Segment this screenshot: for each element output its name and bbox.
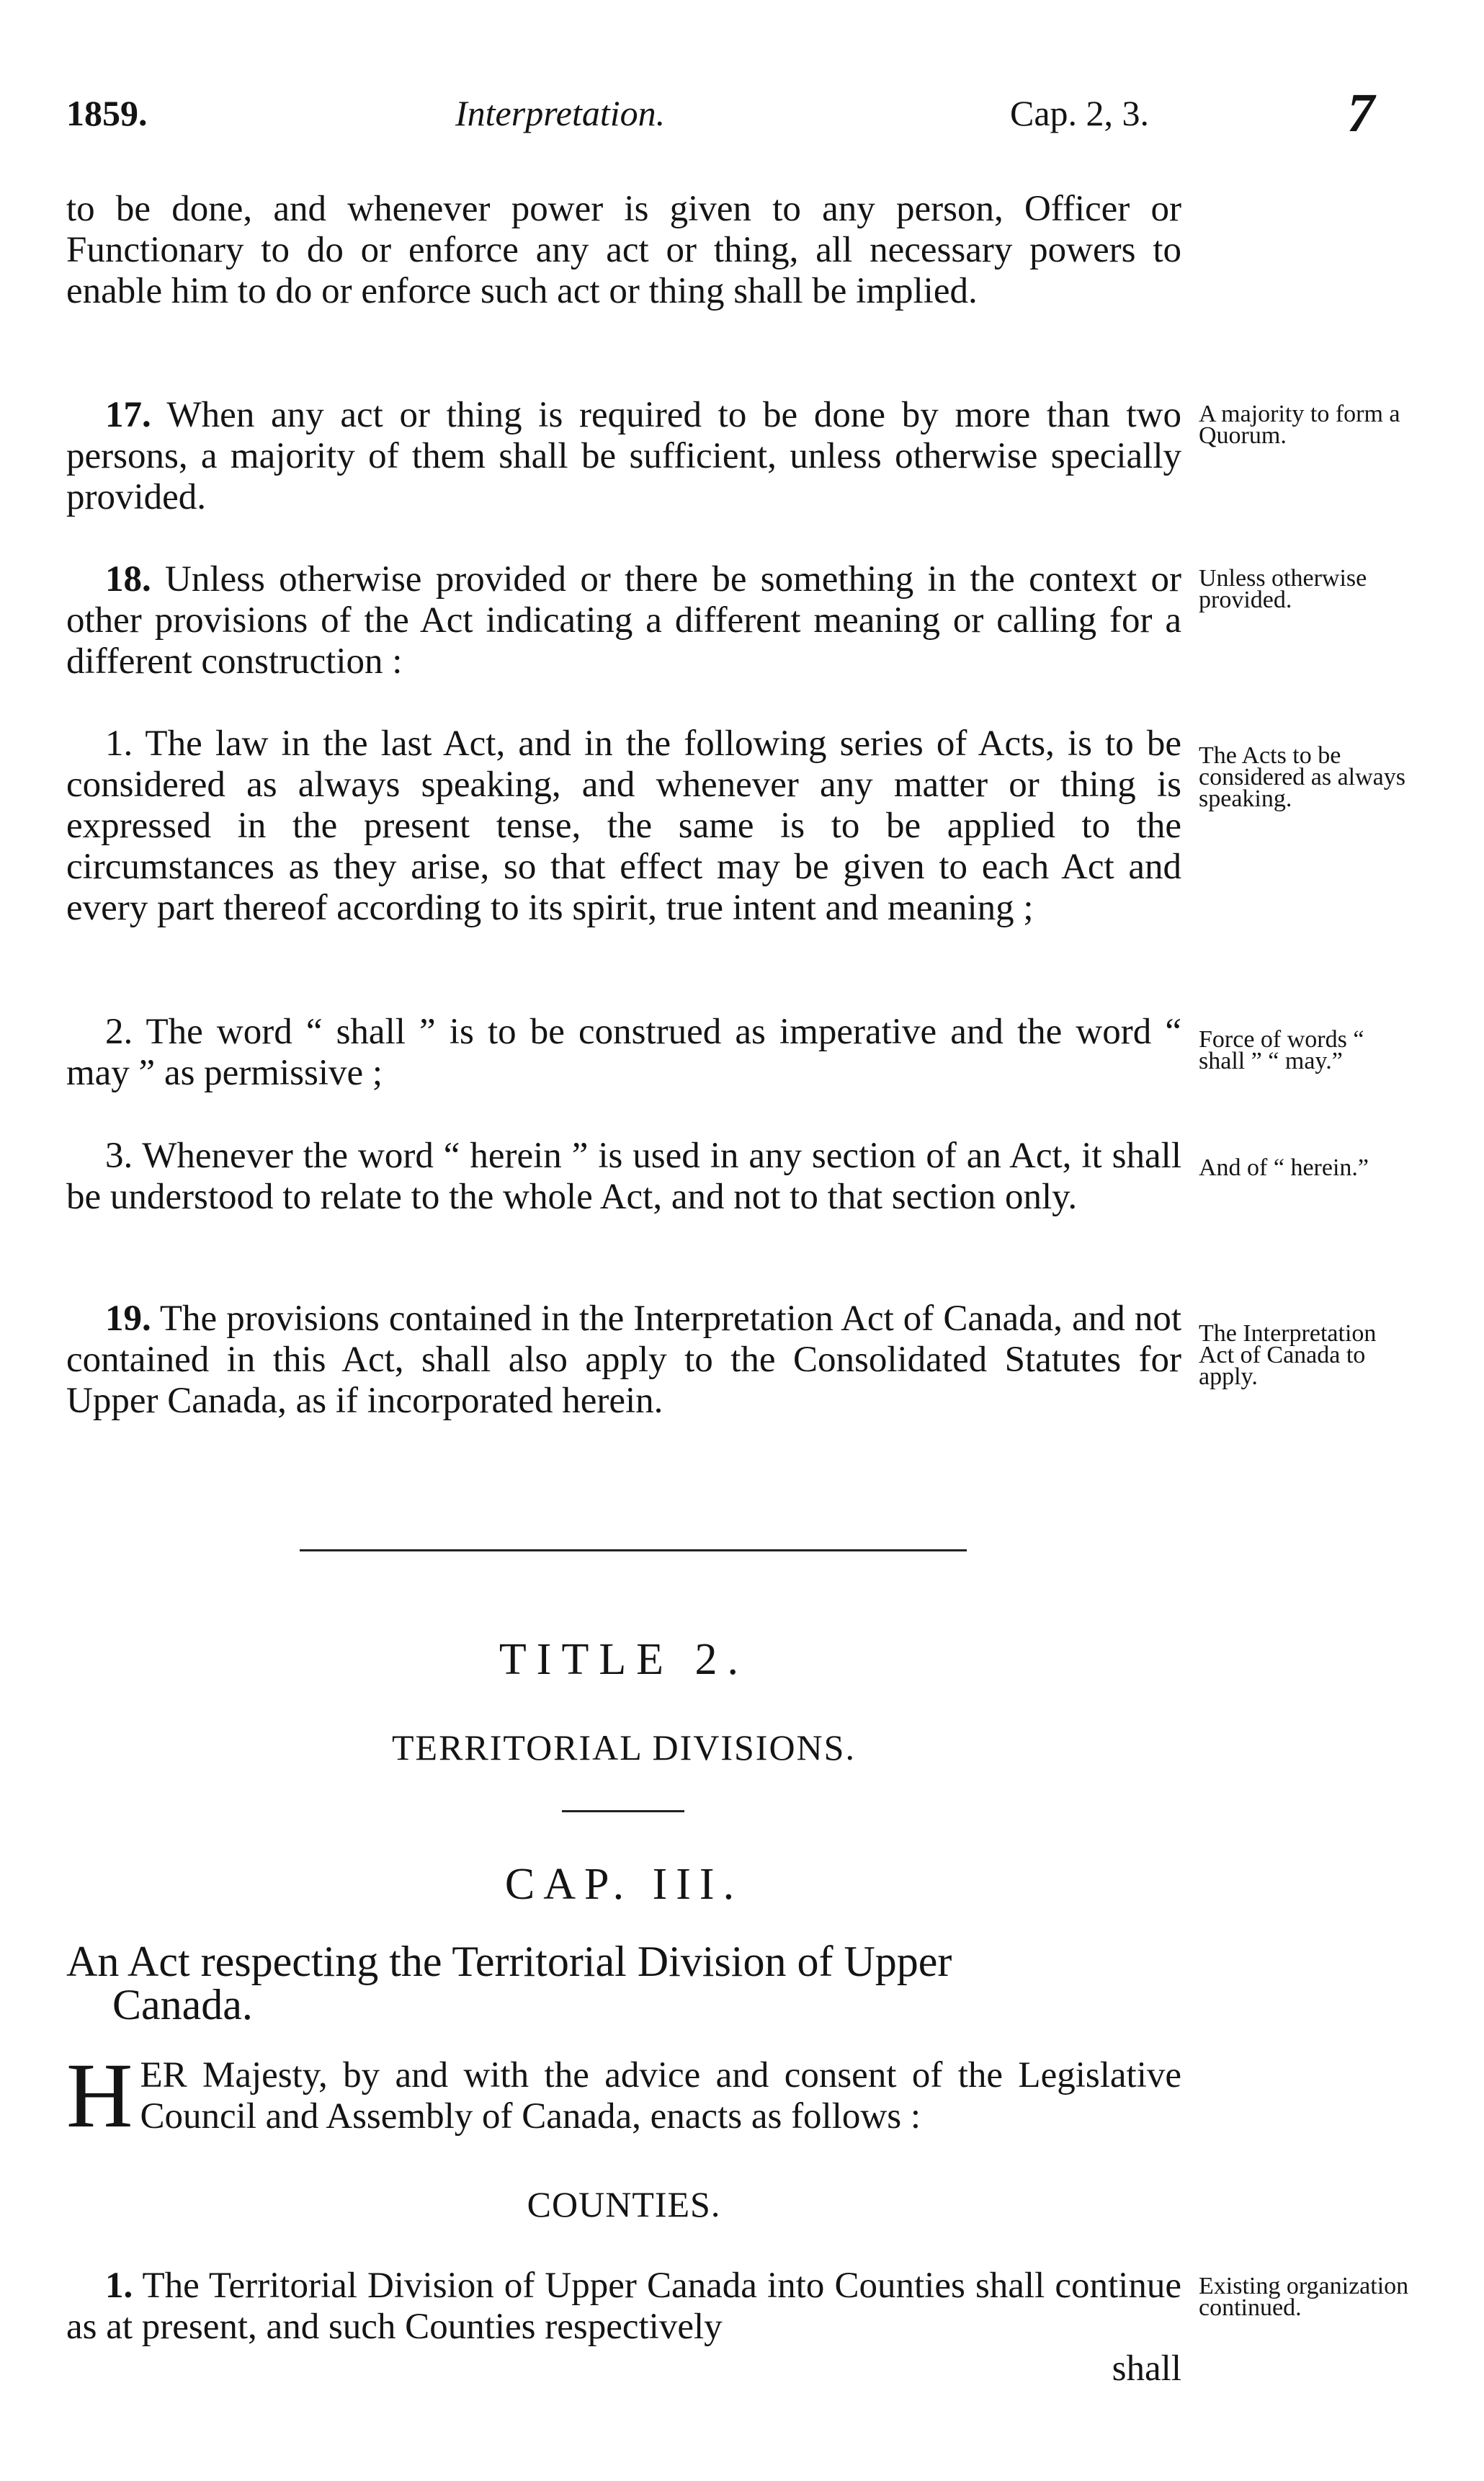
counties-section-1-text: The Territorial Division of Upper Canada into Counties shall continue as at present, and such Counties respectively [66,2266,1181,2347]
section-17 [66,395,1181,518]
catchword: shall [1112,2348,1181,2389]
section-18 [66,559,1181,682]
paragraph-continuation: to be done, and whenever power is given to any person, Officer or Functionary to do or enforce any act or thing, all necessary powers to enable him to do or enforce such act or thing shall be implied. [66,189,1181,311]
section-19-number: 19. [105,1299,151,1339]
enacting-text: ER Majesty, by and with the advice and consent of the Legislative Council and Assembly of Canada, enacts as follows : [140,2055,1181,2137]
title-heading: TITLE 2. [499,1635,749,1684]
section-18-text: Unless otherwise provided or there be something in the context or other provisions of the Act indicating a different meaning or calling for a different construction : [66,559,1181,682]
drop-cap: H [66,2044,133,2147]
margin-note-17: A majority to form a Quorum. [1199,401,1400,449]
section-18-clause-1: 1. The law in the last Act, and in the following series of Acts, is to be considered as always speaking, and whenever any matter or thing is expressed in the present tense, the same is to be applied to the circumstances as they arise, so that effect may be given to each Act and every part thereof according to its spirit, true intent and meaning ; [66,723,1181,928]
section-17-text: When any act or thing is required to be done by more than two persons, a majority of them shall be sufficient, unless otherwise specially provided. [66,395,1181,517]
margin-note-counties-1: Existing organization continued. [1199,2273,1409,2321]
counties-section-1-number: 1. [105,2266,133,2306]
enacting-clause [66,2044,1181,2147]
running-head [66,83,1435,150]
section-18-clause-3: 3. Whenever the word “ herein ” is used in any section of an Act, it shall be understood to relate to the whole Act, and not to that section only. [66,1136,1181,1217]
section-19 [66,1299,1181,1422]
margin-note-19: The Interpretation Act of Canada to apply. [1199,1320,1377,1390]
act-title-line-2: Canada. [112,1981,253,2028]
section-18-number: 18. [105,559,151,600]
counties-section-1 [66,2266,1181,2348]
margin-note-18-3: And of “ herein.” [1199,1154,1369,1181]
section-divider [300,1549,967,1551]
margin-note-18-1: The Acts to be considered as always speaking. [1199,742,1406,812]
section-17-number: 17. [105,395,151,435]
act-title [66,1940,1181,2026]
section-18-clause-2: 2. The word “ shall ” is to be construed as imperative and the word “ may ” as permissive ; [66,1012,1181,1093]
margin-note-18: Unless otherwise provided. [1199,565,1367,613]
chapter-heading: CAP. III. [504,1860,743,1909]
running-head-chapter: Cap. 2, 3. [1010,93,1150,133]
running-head-title: Interpretation. [455,93,666,133]
page-number: 7 [1347,83,1375,143]
margin-note-18-2: Force of words “ shall ” “ may.” [1199,1026,1364,1074]
counties-heading: COUNTIES. [527,2184,721,2224]
section-19-text: The provisions contained in the Interpretation Act of Canada, and not contained in this Act, shall also apply to the Consolidated Statutes for Upper Canada, as if incorporated herein. [66,1299,1181,1421]
running-head-year: 1859. [66,93,148,133]
title-subheading: TERRITORIAL DIVISIONS. [392,1727,856,1768]
act-title-line-1: An Act respecting the Territorial Division of Upper [66,1938,952,1985]
short-divider [562,1810,684,1812]
